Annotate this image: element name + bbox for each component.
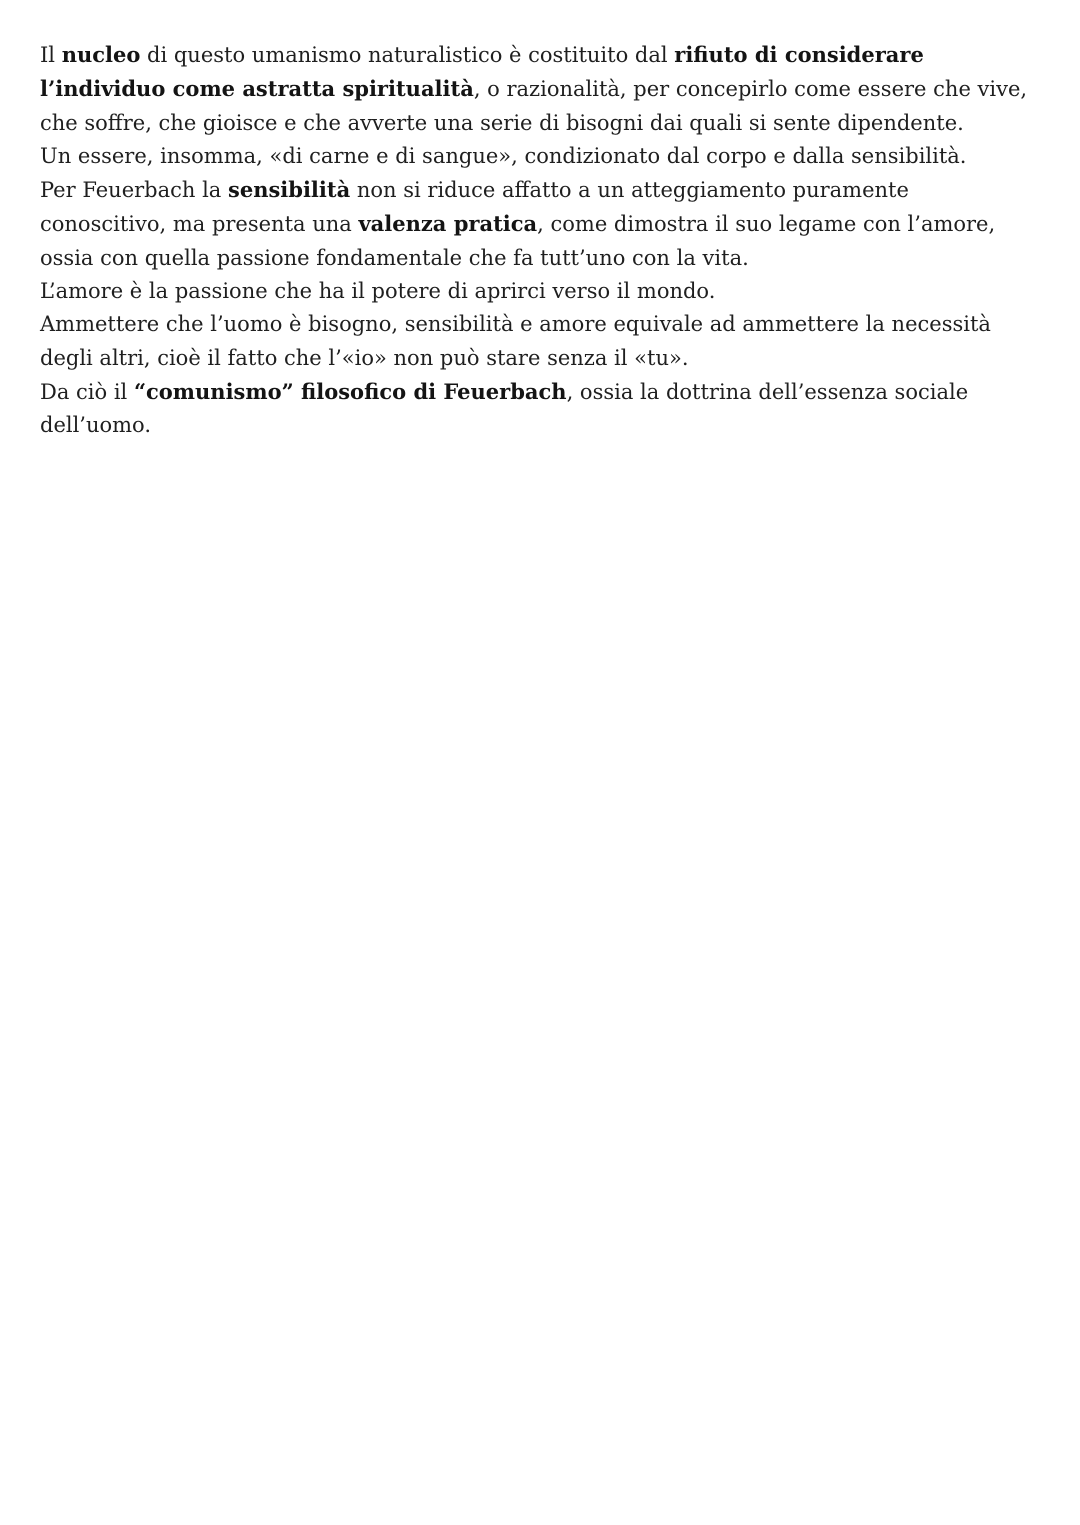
paragraph-carne-sangue bbox=[40, 140, 1040, 173]
document-body bbox=[40, 38, 1040, 443]
paragraph-sensibilita bbox=[40, 173, 1040, 275]
text-run: L’amore è la passione che ha il potere di aprirci verso il mondo. bbox=[40, 279, 716, 304]
bold-term-nucleo: nucleo bbox=[61, 42, 141, 67]
text-run: di questo umanismo naturalistico è costituito dal bbox=[140, 43, 675, 67]
paragraph-nucleo bbox=[40, 38, 1040, 140]
paragraph-comunismo bbox=[40, 375, 1040, 443]
bold-term-valenza-pratica: valenza pratica bbox=[358, 211, 538, 237]
text-run: , o razionalità, per concepirlo come essere che vive, che soffre, che gioisce e che avverte una serie di bisogni dai quali si sente dipendente. bbox=[40, 77, 1028, 135]
bold-term-sensibilita: sensibilità bbox=[228, 177, 351, 203]
text-run: Ammettere che l’uomo è bisogno, sensibilità e amore equivale ad ammettere la necessità degli altri, cioè il fatto che l’«io» non può stare senza il «tu». bbox=[40, 312, 991, 370]
bold-term-rifiuto: rifiuto di considerare l’individuo come astratta spiritualità bbox=[40, 42, 924, 102]
text-run: , come dimostra il suo legame con l’amore, ossia con quella passione fondamentale che fa tutt’uno con la vita. bbox=[40, 212, 996, 270]
bold-term-comunismo: “comunismo” filosofico di Feuerbach bbox=[133, 378, 567, 404]
paragraph-io-tu bbox=[40, 308, 1040, 375]
text-run: Il bbox=[40, 43, 62, 67]
text-run: Un essere, insomma, «di carne e di sangue», condizionato dal corpo e dalla sensibilità. bbox=[40, 143, 967, 168]
text-run: non si riduce affatto a un atteggiamento puramente conoscitivo, ma presenta una bbox=[40, 178, 909, 237]
text-run: Da ciò il bbox=[40, 379, 134, 404]
text-run: , ossia la dottrina dell’essenza sociale dell’uomo. bbox=[40, 379, 969, 438]
paragraph-amore bbox=[40, 275, 1040, 308]
text-run: Per Feuerbach la bbox=[40, 178, 229, 203]
